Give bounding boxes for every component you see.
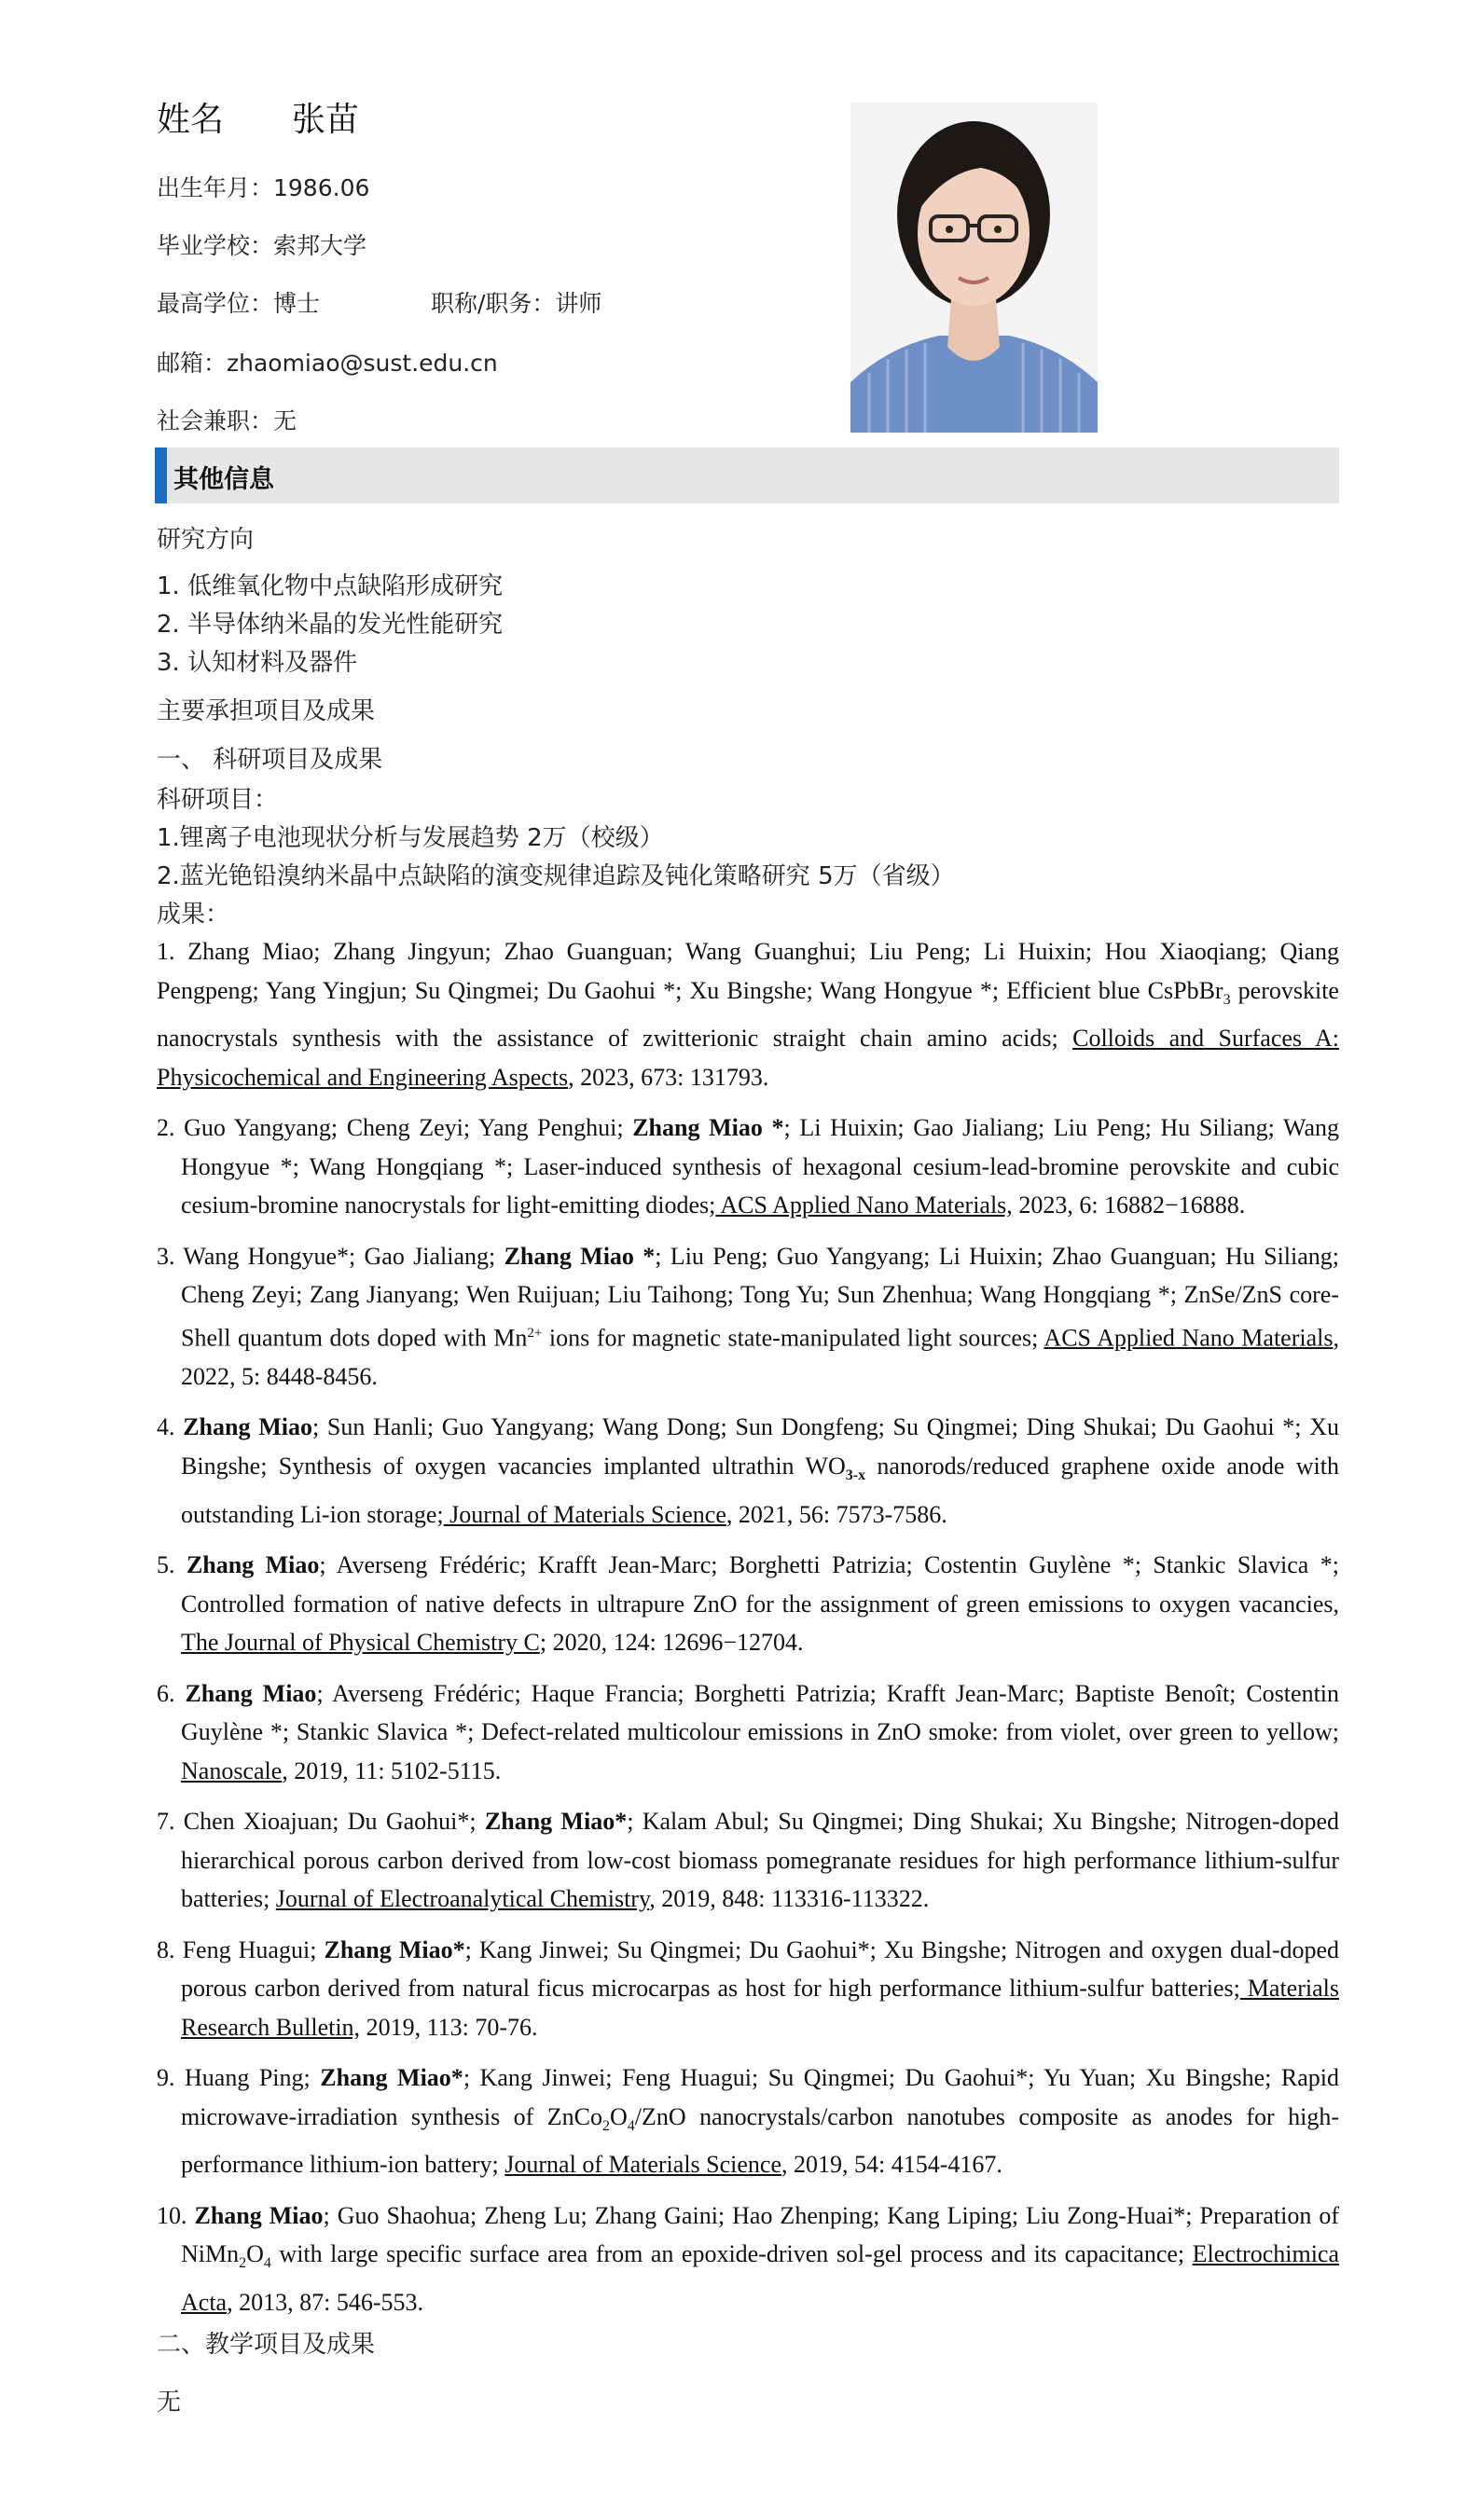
school-info: 毕业学校：索邦大学 bbox=[157, 232, 367, 259]
journal-name: Journal of Materials Science bbox=[505, 2151, 782, 2179]
author-highlight: Zhang Miao bbox=[186, 1551, 320, 1579]
publication-item: 3. Wang Hongyue*; Gao Jialiang; Zhang Miao *; Liu Peng; Guo Yangyang; Li Huixin; Zhao Guanguan; Hu Siliang; Cheng Zeyi; Zang Jianyang; Wen Ruijuan; Liu Taihong; Tong Yu; Sun Zhenhua; Wang Hongqiang *; ZnSe/ZnS core-Shell quantum dots doped with $Mn^{2+}$ ions for magnetic state-manipulated light sources; ACS Applied Nano Materials, 2022, 5: 8448-8456. bbox=[157, 1242, 1340, 1390]
projects-label: 科研项目： bbox=[157, 786, 279, 814]
publication-item: 8. Feng Huagui; Zhang Miao*; Kang Jinwei; Su Qingmei; Du Gaohui*; Xu Bingshe; Nitrogen and oxygen dual-doped porous carbon derived from natural ficus microcarpas as host for high performance lithium-sulfur batteries; Materials Research Bulletin, 2019, 113: 70-76. bbox=[157, 1935, 1340, 2041]
publication-item: 9. Huang Ping; Zhang Miao*; Kang Jinwei; Feng Huagui; Su Qingmei; Du Gaohui*; Yu Yuan; Xu Bingshe; Rapid microwave-irradiation synthesis of $ZnCo_2O_4$/ZnO nanocrystals/carbon nanotubes composite as anodes for high-performance lithium-ion battery; Journal of Materials Science, 2019, 54: 4154-4167. bbox=[157, 2064, 1340, 2179]
title-info: 职称/职务：讲师 bbox=[431, 290, 602, 317]
research-heading: 研究方向 bbox=[157, 526, 255, 554]
publication-item: 4. Zhang Miao; Sun Hanli; Guo Yangyang; Wang Dong; Sun Dongfeng; Su Qingmei; Ding Shukai; Du Gaohui *; Xu Bingshe; Synthesis of oxygen vacancies implanted ultrathin $WO_{3-x}$ nanorods/reduced graphene oxide anode with outstanding Li-ion storage; Journal of Materials Science, 2021, 56: 7573-7586. bbox=[157, 1413, 1339, 1528]
teaching-content: 无 bbox=[157, 2389, 182, 2417]
teaching-heading: 二、教学项目及成果 bbox=[157, 2331, 376, 2359]
journal-name: ACS Applied Nano Materials bbox=[1044, 1324, 1334, 1352]
publication-item: 2. Guo Yangyang; Cheng Zeyi; Yang Penghui; Zhang Miao *; Li Huixin; Gao Jialiang; Liu Peng; Hu Siliang; Wang Hongyue *; Wang Hongqiang *; Laser-induced synthesis of hexagonal cesium-lead-bromine perovskite and cubic cesium-bromine nanocrystals for light-emitting diodes; ACS Applied Nano Materials, 2023, 6: 16882−16888. bbox=[157, 1114, 1339, 1219]
journal-name: Materials Research Bulletin, bbox=[181, 1975, 1339, 2041]
research-item: 2. 半导体纳米晶的发光性能研究 bbox=[157, 611, 504, 639]
results-label: 成果： bbox=[157, 901, 230, 929]
projects-heading: 主要承担项目及成果 bbox=[157, 697, 376, 725]
author-highlight: Zhang Miao bbox=[185, 1679, 317, 1707]
journal-name: ACS Applied Nano Materials, bbox=[715, 1191, 1013, 1219]
publication-item: 6. Zhang Miao; Averseng Frédéric; Haque Francia; Borghetti Patrizia; Krafft Jean-Marc; Baptiste Benoît; Costentin Guylène *; Stankic Slavica *; Defect-related multicolour emissions in ZnO smoke: from violet, over green to yellow; Nanoscale, 2019, 11: 5102-5115. bbox=[157, 1679, 1340, 1784]
author-highlight: Zhang Miao * bbox=[504, 1242, 656, 1270]
birth-info: 出生年月：1986.06 bbox=[157, 174, 370, 201]
name-line bbox=[157, 93, 359, 141]
research-item: 1. 低维氧化物中点缺陷形成研究 bbox=[157, 572, 504, 600]
research-item: 3. 认知材料及器件 bbox=[157, 649, 358, 677]
author-highlight: Zhang Miao bbox=[183, 1413, 312, 1441]
journal-name: Electrochimica Acta bbox=[181, 2240, 1339, 2316]
author-highlight: Zhang Miao bbox=[194, 2201, 324, 2229]
journal-name: Journal of Materials Science bbox=[443, 1500, 726, 1528]
journal-name: Nanoscale bbox=[181, 1756, 283, 1784]
section-bar bbox=[155, 448, 1339, 503]
author-highlight: Zhang Miao * bbox=[632, 1114, 784, 1142]
publication-item: 1. Zhang Miao; Zhang Jingyun; Zhao Guanguan; Wang Guanghui; Liu Peng; Li Huixin; Hou Xiaoqiang; Qiang Pengpeng; Yang Yingjun; Su Qingmei; Du Gaohui *; Xu Bingshe; Wang Hongyue *; Efficient blue CsPbBr$_3$ perovskite nanocrystals synthesis with the assistance of zwitterionic straight chain amino acids; Colloids and Surfaces A: Physicochemical and Engineering Aspects, 2023, 673: 131793. bbox=[157, 938, 1339, 1091]
journal-name: Colloids and Surfaces A: Physicochemical and Engineering Aspects bbox=[157, 1025, 1339, 1091]
publication-list bbox=[157, 932, 1339, 2334]
degree-info: 最高学位：博士 bbox=[157, 290, 321, 317]
publication-item: 7. Chen Xioajuan; Du Gaohui*; Zhang Miao*; Kalam Abul; Su Qingmei; Ding Shukai; Xu Bingshe; Nitrogen-doped hierarchical porous carbon derived from low-cost biomass pomegranate residues for high performance lithium-sulfur batteries; Journal of Electroanalytical Chemistry, 2019, 848: 113316-113322. bbox=[157, 1808, 1340, 1913]
project-item: 1.锂离子电池现状分析与发展趋势 2万（校级） bbox=[157, 824, 664, 852]
name-label: 姓名 bbox=[157, 101, 225, 139]
author-highlight: Zhang Miao* bbox=[320, 2064, 463, 2092]
journal-name: The Journal of Physical Chemistry C bbox=[181, 1629, 540, 1657]
social-info: 社会兼职：无 bbox=[157, 407, 297, 434]
portrait-photo bbox=[850, 103, 1098, 433]
section-bar-label: 其他信息 bbox=[173, 465, 274, 494]
section-bar-accent bbox=[155, 448, 167, 503]
author-highlight: Zhang Miao* bbox=[484, 1808, 628, 1836]
email-info: 邮箱：zhaomiao@sust.edu.cn bbox=[157, 350, 498, 377]
publication-item: 10. Zhang Miao; Guo Shaohua; Zheng Lu; Zhang Gaini; Hao Zhenping; Kang Liping; Liu Zong-Huai*; Preparation of $NiMn_2O_4$ with large specific surface area from an epoxide-driven sol-gel process and its capacitance; Electrochimica Acta, 2013, 87: 546-553. bbox=[157, 2201, 1340, 2316]
publication-item: 5. Zhang Miao; Averseng Frédéric; Krafft Jean-Marc; Borghetti Patrizia; Costentin Guylène *; Stankic Slavica *; Controlled formation of native defects in ultrapure ZnO for the assignment of green emissions to oxygen vacancies, The Journal of Physical Chemistry C; 2020, 124: 12696−12704. bbox=[157, 1551, 1340, 1657]
journal-name: Journal of Electroanalytical Chemistry bbox=[275, 1885, 650, 1913]
author-highlight: Zhang Miao* bbox=[324, 1935, 465, 1963]
projects-sub1: 一、 科研项目及成果 bbox=[157, 746, 383, 774]
person-name: 张苗 bbox=[292, 101, 360, 139]
project-item: 2.蓝光铯铅溴纳米晶中点缺陷的演变规律追踪及钝化策略研究 5万（省级） bbox=[157, 862, 955, 890]
